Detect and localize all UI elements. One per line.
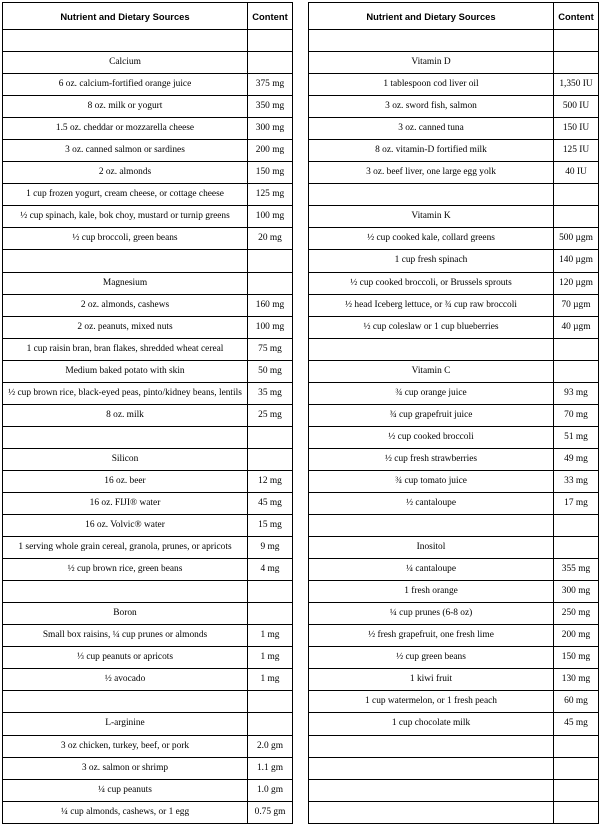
content-cell: [248, 581, 293, 603]
source-cell: ¼ cup almonds, cashews, or 1 egg: [3, 801, 248, 823]
left-nutrient-table: [2, 2, 293, 824]
source-cell: Calcium: [3, 52, 248, 74]
source-cell: ⅓ cup peanuts or apricots: [3, 647, 248, 669]
table-row: [3, 382, 293, 404]
table-row: [309, 559, 599, 581]
table-row: [309, 735, 599, 757]
source-cell: ½ cup cooked broccoli: [309, 426, 554, 448]
content-cell: [248, 713, 293, 735]
table-row: [3, 184, 293, 206]
content-cell: 130 mg: [554, 669, 599, 691]
source-cell: Small box raisins, ¼ cup prunes or almonds: [3, 625, 248, 647]
table-row: [309, 206, 599, 228]
content-cell: [248, 30, 293, 52]
content-cell: 150 mg: [554, 647, 599, 669]
table-row: [3, 140, 293, 162]
source-cell: 8 oz. vitamin-D fortified milk: [309, 140, 554, 162]
content-cell: 350 mg: [248, 96, 293, 118]
table-row: [3, 228, 293, 250]
table-row: [3, 250, 293, 272]
content-cell: 45 mg: [554, 713, 599, 735]
source-cell: 1 fresh orange: [309, 581, 554, 603]
source-cell: ½ cup cooked kale, collard greens: [309, 228, 554, 250]
source-cell: ½ avocado: [3, 669, 248, 691]
source-header: Nutrient and Dietary Sources: [309, 3, 554, 30]
source-cell: 6 oz. calcium-fortified orange juice: [3, 74, 248, 96]
table-row: [3, 404, 293, 426]
table-row: [3, 272, 293, 294]
content-cell: 0.75 gm: [248, 801, 293, 823]
source-cell: 8 oz. milk: [3, 404, 248, 426]
table-row: [3, 316, 293, 338]
table-row: [309, 426, 599, 448]
content-cell: 40 IU: [554, 162, 599, 184]
content-cell: 17 mg: [554, 492, 599, 514]
source-cell: 1 tablespoon cod liver oil: [309, 74, 554, 96]
table-row: [309, 228, 599, 250]
table-header-row: [309, 3, 599, 30]
source-cell: ½ head Iceberg lettuce, or ¾ cup raw broccoli: [309, 294, 554, 316]
table-row: [3, 669, 293, 691]
source-cell: ½ cup broccoli, green beans: [3, 228, 248, 250]
content-cell: 45 mg: [248, 492, 293, 514]
table-row: [309, 713, 599, 735]
table-row: [3, 118, 293, 140]
table-row: [309, 691, 599, 713]
source-header: Nutrient and Dietary Sources: [3, 3, 248, 30]
table-row: [309, 162, 599, 184]
content-cell: [248, 52, 293, 74]
content-cell: 9 mg: [248, 537, 293, 559]
content-cell: 4 mg: [248, 559, 293, 581]
table-row: [3, 162, 293, 184]
content-cell: 1.1 gm: [248, 757, 293, 779]
content-cell: [554, 801, 599, 823]
content-cell: [248, 426, 293, 448]
content-cell: [554, 515, 599, 537]
table-row: [3, 294, 293, 316]
table-row: [309, 669, 599, 691]
source-cell: 1.5 oz. cheddar or mozzarella cheese: [3, 118, 248, 140]
source-cell: 1 serving whole grain cereal, granola, prunes, or apricots: [3, 537, 248, 559]
source-cell: 1 cup frozen yogurt, cream cheese, or cottage cheese: [3, 184, 248, 206]
content-cell: [248, 272, 293, 294]
content-cell: [554, 184, 599, 206]
content-cell: [248, 448, 293, 470]
source-cell: [3, 691, 248, 713]
content-cell: [554, 537, 599, 559]
content-cell: 120 µgm: [554, 272, 599, 294]
content-cell: 100 mg: [248, 206, 293, 228]
source-cell: 1 cup chocolate milk: [309, 713, 554, 735]
content-cell: 300 mg: [554, 581, 599, 603]
source-cell: ¾ cup grapefruit juice: [309, 404, 554, 426]
content-cell: 375 mg: [248, 74, 293, 96]
content-cell: [248, 691, 293, 713]
table-row: [3, 492, 293, 514]
content-cell: [554, 30, 599, 52]
table-header-row: [3, 3, 293, 30]
content-cell: [554, 52, 599, 74]
table-row: [3, 801, 293, 823]
source-cell: [309, 757, 554, 779]
content-cell: [248, 250, 293, 272]
content-cell: 20 mg: [248, 228, 293, 250]
right-table-body: [309, 30, 599, 824]
source-cell: [309, 735, 554, 757]
source-cell: 16 oz. Volvic® water: [3, 515, 248, 537]
content-cell: 250 mg: [554, 603, 599, 625]
table-row: [309, 52, 599, 74]
table-row: [3, 713, 293, 735]
table-row: [309, 537, 599, 559]
content-cell: [554, 779, 599, 801]
source-cell: 2 oz. peanuts, mixed nuts: [3, 316, 248, 338]
source-cell: [309, 779, 554, 801]
source-cell: ½ cup fresh strawberries: [309, 448, 554, 470]
content-cell: 125 IU: [554, 140, 599, 162]
source-cell: ½ cup coleslaw or 1 cup blueberries: [309, 316, 554, 338]
source-cell: 3 oz. salmon or shrimp: [3, 757, 248, 779]
content-cell: 140 µgm: [554, 250, 599, 272]
source-cell: Boron: [3, 603, 248, 625]
content-cell: 93 mg: [554, 382, 599, 404]
table-row: [3, 52, 293, 74]
table-row: [3, 757, 293, 779]
source-cell: ¼ cup peanuts: [3, 779, 248, 801]
content-cell: 60 mg: [554, 691, 599, 713]
table-row: [3, 779, 293, 801]
table-row: [3, 448, 293, 470]
table-row: [309, 140, 599, 162]
source-cell: Inositol: [309, 537, 554, 559]
content-cell: 75 mg: [248, 338, 293, 360]
table-row: [309, 250, 599, 272]
content-cell: 35 mg: [248, 382, 293, 404]
source-cell: ½ cantaloupe: [309, 492, 554, 514]
table-row: [309, 30, 599, 52]
table-row: [309, 382, 599, 404]
table-row: [309, 801, 599, 823]
source-cell: Magnesium: [3, 272, 248, 294]
source-cell: ¼ cup prunes (6-8 oz): [309, 603, 554, 625]
source-cell: [3, 30, 248, 52]
source-cell: [309, 801, 554, 823]
source-cell: Medium baked potato with skin: [3, 360, 248, 382]
table-row: [3, 470, 293, 492]
content-cell: 500 µgm: [554, 228, 599, 250]
source-cell: Vitamin K: [309, 206, 554, 228]
source-cell: [3, 581, 248, 603]
source-cell: [3, 250, 248, 272]
table-row: [309, 96, 599, 118]
table-row: [3, 338, 293, 360]
table-row: [3, 30, 293, 52]
source-cell: 2 oz. almonds: [3, 162, 248, 184]
content-cell: 1 mg: [248, 625, 293, 647]
source-cell: [3, 426, 248, 448]
source-cell: ½ cup cooked broccoli, or Brussels sprouts: [309, 272, 554, 294]
table-row: [309, 448, 599, 470]
content-cell: 150 IU: [554, 118, 599, 140]
content-cell: 200 mg: [248, 140, 293, 162]
source-cell: 2 oz. almonds, cashews: [3, 294, 248, 316]
source-cell: 1 kiwi fruit: [309, 669, 554, 691]
content-cell: 150 mg: [248, 162, 293, 184]
content-cell: 160 mg: [248, 294, 293, 316]
content-cell: [554, 757, 599, 779]
source-cell: Vitamin C: [309, 360, 554, 382]
table-row: [309, 515, 599, 537]
source-cell: ¼ cantaloupe: [309, 559, 554, 581]
source-cell: Silicon: [3, 448, 248, 470]
content-cell: [554, 206, 599, 228]
source-cell: 3 oz chicken, turkey, beef, or pork: [3, 735, 248, 757]
content-cell: 40 µgm: [554, 316, 599, 338]
table-row: [309, 184, 599, 206]
source-cell: ½ fresh grapefruit, one fresh lime: [309, 625, 554, 647]
table-row: [309, 74, 599, 96]
source-cell: ¾ cup orange juice: [309, 382, 554, 404]
source-cell: ½ cup spinach, kale, bok choy, mustard or turnip greens: [3, 206, 248, 228]
content-cell: 15 mg: [248, 515, 293, 537]
table-row: [309, 118, 599, 140]
table-row: [309, 581, 599, 603]
content-cell: 25 mg: [248, 404, 293, 426]
content-cell: [554, 360, 599, 382]
table-row: [3, 96, 293, 118]
source-cell: [309, 338, 554, 360]
content-cell: 300 mg: [248, 118, 293, 140]
content-cell: [554, 735, 599, 757]
source-cell: 3 oz. beef liver, one large egg yolk: [309, 162, 554, 184]
content-cell: 200 mg: [554, 625, 599, 647]
table-row: [309, 404, 599, 426]
source-cell: [309, 515, 554, 537]
source-cell: ½ cup brown rice, green beans: [3, 559, 248, 581]
table-row: [3, 603, 293, 625]
content-header: Content: [248, 3, 293, 30]
table-row: [3, 515, 293, 537]
table-row: [309, 779, 599, 801]
content-cell: 2.0 gm: [248, 735, 293, 757]
source-cell: 3 oz. canned salmon or sardines: [3, 140, 248, 162]
table-row: [3, 74, 293, 96]
table-row: [3, 559, 293, 581]
source-cell: [309, 30, 554, 52]
table-row: [3, 537, 293, 559]
content-cell: 125 mg: [248, 184, 293, 206]
content-cell: 1 mg: [248, 647, 293, 669]
content-cell: 1,350 IU: [554, 74, 599, 96]
table-row: [309, 492, 599, 514]
table-row: [3, 581, 293, 603]
content-cell: 500 IU: [554, 96, 599, 118]
table-row: [3, 735, 293, 757]
table-row: [3, 426, 293, 448]
content-cell: 100 mg: [248, 316, 293, 338]
source-cell: L-arginine: [3, 713, 248, 735]
content-cell: 49 mg: [554, 448, 599, 470]
source-cell: ½ cup green beans: [309, 647, 554, 669]
table-row: [309, 603, 599, 625]
source-cell: 1 cup raisin bran, bran flakes, shredded wheat cereal: [3, 338, 248, 360]
content-cell: 33 mg: [554, 470, 599, 492]
table-row: [309, 757, 599, 779]
table-row: [309, 470, 599, 492]
content-cell: 70 mg: [554, 404, 599, 426]
content-cell: 1 mg: [248, 669, 293, 691]
table-row: [3, 625, 293, 647]
left-table-body: [3, 30, 293, 824]
table-row: [3, 647, 293, 669]
source-cell: 3 oz. canned tuna: [309, 118, 554, 140]
table-row: [3, 360, 293, 382]
content-cell: 50 mg: [248, 360, 293, 382]
source-cell: [309, 184, 554, 206]
source-cell: ½ cup brown rice, black-eyed peas, pinto/kidney beans, lentils: [3, 382, 248, 404]
content-cell: 12 mg: [248, 470, 293, 492]
source-cell: 1 cup watermelon, or 1 fresh peach: [309, 691, 554, 713]
table-row: [309, 272, 599, 294]
source-cell: Vitamin D: [309, 52, 554, 74]
table-row: [3, 691, 293, 713]
table-row: [309, 647, 599, 669]
content-cell: 1.0 gm: [248, 779, 293, 801]
table-row: [309, 625, 599, 647]
content-cell: 51 mg: [554, 426, 599, 448]
source-cell: 16 oz. beer: [3, 470, 248, 492]
content-cell: [554, 338, 599, 360]
content-cell: 70 µgm: [554, 294, 599, 316]
right-nutrient-table: [308, 2, 599, 824]
source-cell: 3 oz. sword fish, salmon: [309, 96, 554, 118]
content-header: Content: [554, 3, 599, 30]
table-row: [309, 316, 599, 338]
source-cell: ¾ cup tomato juice: [309, 470, 554, 492]
content-cell: [248, 603, 293, 625]
table-row: [309, 294, 599, 316]
source-cell: 1 cup fresh spinach: [309, 250, 554, 272]
source-cell: 16 oz. FIJI® water: [3, 492, 248, 514]
table-row: [309, 360, 599, 382]
table-row: [3, 206, 293, 228]
content-cell: 355 mg: [554, 559, 599, 581]
source-cell: 8 oz. milk or yogurt: [3, 96, 248, 118]
table-row: [309, 338, 599, 360]
